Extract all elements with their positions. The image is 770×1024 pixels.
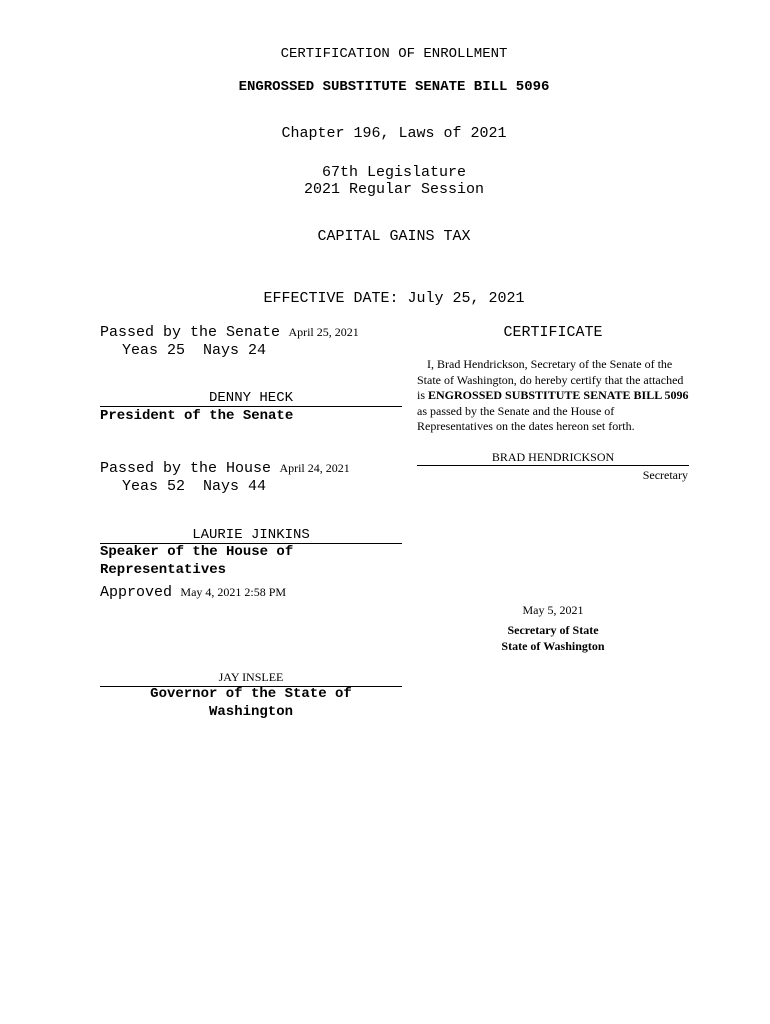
- senate-passed-date: April 25, 2021: [288, 325, 359, 339]
- speaker-title-line2: Representatives: [100, 562, 227, 578]
- session-line: 2021 Regular Session: [303, 181, 485, 198]
- senate-vote: Yeas 25 Nays 24: [122, 342, 267, 359]
- house-passed-label: Passed by the House: [100, 460, 272, 477]
- bill-title: ENGROSSED SUBSTITUTE SENATE BILL 5096: [238, 79, 550, 95]
- certificate-body-pre: I, Brad Hendrickson, Secretary of the Senate of the State of Washington, do hereby certify that the attached is: [417, 357, 684, 402]
- governor-title-line1: Governor of the State of: [150, 686, 352, 702]
- effective-date: EFFECTIVE DATE: July 25, 2021: [263, 290, 525, 307]
- president-signature-line: [100, 406, 402, 407]
- approved-datetime: May 4, 2021 2:58 PM: [180, 585, 287, 599]
- president-title: President of the Senate: [100, 408, 294, 424]
- secretary-signature-line: [417, 465, 689, 466]
- governor-title-line2: Washington: [208, 704, 293, 720]
- certificate-body-bold: ENGROSSED SUBSTITUTE SENATE BILL 5096: [428, 388, 689, 402]
- legislature-line: 67th Legislature: [321, 164, 467, 181]
- approval: [100, 584, 286, 601]
- senate-passage: [100, 324, 359, 341]
- governor-name: JAY INSLEE: [218, 670, 284, 684]
- secretary-name: BRAD HENDRICKSON: [491, 450, 615, 464]
- approved-label: Approved: [100, 584, 173, 601]
- house-passage: [100, 460, 350, 477]
- house-passed-date: April 24, 2021: [279, 461, 350, 475]
- certification-title: CERTIFICATION OF ENROLLMENT: [280, 46, 508, 62]
- filing-date: May 5, 2021: [522, 603, 584, 617]
- certificate-heading: CERTIFICATE: [503, 324, 603, 341]
- president-name: DENNY HECK: [208, 390, 293, 406]
- secretary-title: Secretary: [642, 468, 688, 482]
- filing-title-line1: Secretary of State: [507, 623, 599, 637]
- certificate-body-post: as passed by the Senate and the House of Representatives on the dates hereon set forth.: [417, 403, 635, 433]
- chapter-line: Chapter 196, Laws of 2021: [281, 125, 507, 142]
- house-vote: Yeas 52 Nays 44: [122, 478, 267, 495]
- speaker-name: LAURIE JINKINS: [192, 527, 310, 543]
- senate-passed-label: Passed by the Senate: [100, 324, 281, 341]
- speaker-title-line1: Speaker of the House of: [100, 544, 294, 560]
- certificate-body: [417, 357, 689, 435]
- subject-line: CAPITAL GAINS TAX: [317, 228, 471, 245]
- filing-title-line2: State of Washington: [501, 639, 605, 653]
